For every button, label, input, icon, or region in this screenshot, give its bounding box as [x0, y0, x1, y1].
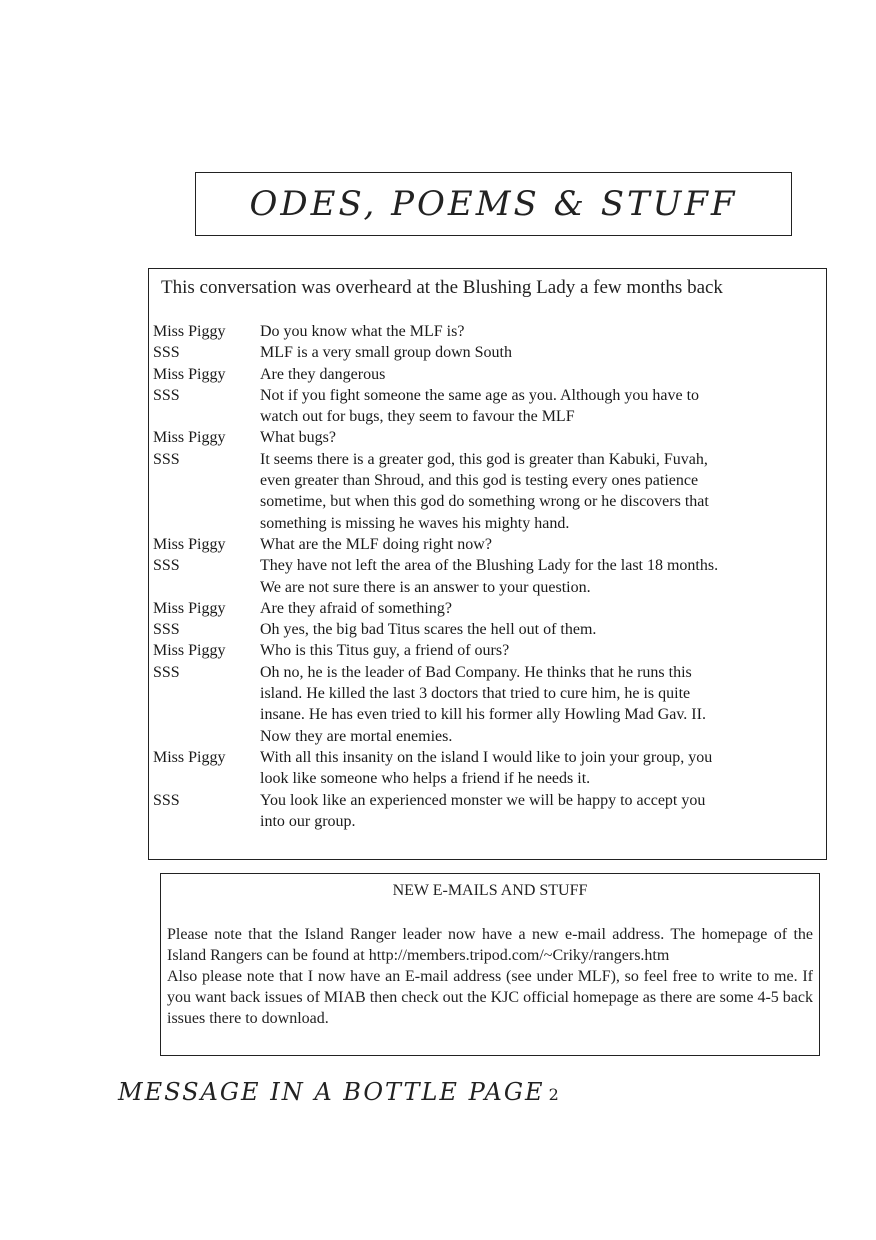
dialogue-line: look like someone who helps a friend if he needs it.: [260, 770, 591, 788]
dialogue-line: Oh yes, the big bad Titus scares the hell out of them.: [260, 621, 597, 639]
speaker-name: SSS: [153, 344, 180, 362]
page-number: 2: [548, 1085, 561, 1104]
conversation-row: [153, 364, 817, 385]
title-box: [195, 172, 792, 236]
dialogue-text: [260, 640, 817, 661]
conversation-rows: [153, 321, 817, 832]
conversation-row: [153, 747, 817, 790]
dialogue-line: island. He killed the last 3 doctors that tried to cure him, he is quite: [260, 685, 691, 703]
dialogue-text: [260, 321, 817, 342]
dialogue-line: Do you know what the MLF is?: [260, 323, 465, 340]
dialogue-text: [260, 555, 817, 598]
dialogue-line: What bugs?: [260, 429, 336, 447]
dialogue-text: [260, 790, 817, 833]
conversation-row: [153, 321, 817, 342]
dialogue-text: [260, 364, 817, 385]
dialogue-line: into our group.: [260, 812, 356, 830]
conversation-row: [153, 662, 817, 747]
dialogue-text: [260, 449, 817, 534]
dialogue-line: We are not sure there is an answer to your question.: [260, 578, 591, 596]
conversation-row: [153, 640, 817, 661]
dialogue-line: MLF is a very small group down South: [260, 344, 512, 362]
conversation-row: [153, 385, 817, 428]
dialogue-line: With all this insanity on the island I would like to join your group, you: [260, 748, 713, 766]
conversation-intro: This conversation was overheard at the Blushing Lady a few months back: [161, 277, 723, 298]
dialogue-line: something is missing he waves his mighty hand.: [260, 514, 570, 532]
dialogue-text: [260, 385, 817, 428]
conversation-row: [153, 427, 817, 448]
dialogue-line: Who is this Titus guy, a friend of ours?: [260, 642, 510, 660]
speaker-name: SSS: [153, 450, 180, 468]
dialogue-text: [260, 747, 817, 790]
conversation-row: [153, 598, 817, 619]
speaker-name: SSS: [153, 663, 180, 681]
page-footer: [118, 1078, 561, 1106]
dialogue-text: [260, 427, 817, 448]
conversation-row: [153, 342, 817, 363]
dialogue-line: Oh no, he is the leader of Bad Company. He thinks that he runs this: [260, 663, 692, 681]
dialogue-text: [260, 342, 817, 363]
dialogue-line: Now they are mortal enemies.: [260, 727, 453, 745]
dialogue-line: They have not left the area of the Blushing Lady for the last 18 months.: [260, 557, 719, 575]
dialogue-line: Not if you fight someone the same age as you. Although you have to: [260, 386, 700, 404]
speaker-name: SSS: [153, 557, 180, 575]
speaker-name: SSS: [153, 386, 180, 404]
speaker-name: Miss Piggy: [153, 429, 226, 447]
speaker-name: Miss Piggy: [153, 323, 226, 340]
conversation-row: [153, 619, 817, 640]
speaker-name: Miss Piggy: [153, 748, 226, 766]
page-title: ODES, POEMS & STUFF: [249, 184, 738, 224]
footer-label: MESSAGE IN A BOTTLE PAGE: [118, 1078, 545, 1106]
speaker-name: Miss Piggy: [153, 642, 226, 660]
speaker-name: SSS: [153, 621, 180, 639]
dialogue-line: It seems there is a greater god, this god is greater than Kabuki, Fuvah,: [260, 450, 708, 468]
dialogue-line: What are the MLF doing right now?: [260, 535, 492, 553]
dialogue-line: Are they dangerous: [260, 365, 386, 383]
news-title: NEW E-MAILS AND STUFF: [392, 882, 588, 899]
news-body: [167, 924, 813, 1029]
dialogue-line: even greater than Shroud, and this god is testing every ones patience: [260, 472, 699, 490]
speaker-name: Miss Piggy: [153, 535, 226, 553]
news-paragraph: Please note that the Island Ranger leader now have a new e-mail address. The homepage of the Island Rangers can be found at http://members.tripod.com/~Criky/rangers.htm: [167, 926, 813, 964]
dialogue-text: [260, 619, 817, 640]
speaker-name: Miss Piggy: [153, 599, 226, 617]
dialogue-line: insane. He has even tried to kill his former ally Howling Mad Gav. II.: [260, 706, 706, 724]
conversation-row: [153, 555, 817, 598]
dialogue-text: [260, 598, 817, 619]
speaker-name: Miss Piggy: [153, 365, 226, 383]
conversation-row: [153, 449, 817, 534]
speaker-name: SSS: [153, 791, 180, 809]
dialogue-text: [260, 662, 817, 747]
dialogue-line: You look like an experienced monster we will be happy to accept you: [260, 791, 706, 809]
dialogue-line: sometime, but when this god do something wrong or he discovers that: [260, 493, 709, 511]
conversation-row: [153, 534, 817, 555]
conversation-row: [153, 790, 817, 833]
conversation-box: [148, 268, 827, 860]
dialogue-line: watch out for bugs, they seem to favour the MLF: [260, 408, 575, 426]
news-box: [160, 873, 820, 1056]
dialogue-text: [260, 534, 817, 555]
dialogue-line: Are they afraid of something?: [260, 599, 452, 617]
news-paragraph: Also please note that I now have an E-mail address (see under MLF), so feel free to write to me. If you want back issues of MIAB then check out the KJC official homepage as there are some 4-5 back issues there to download.: [167, 968, 813, 1027]
